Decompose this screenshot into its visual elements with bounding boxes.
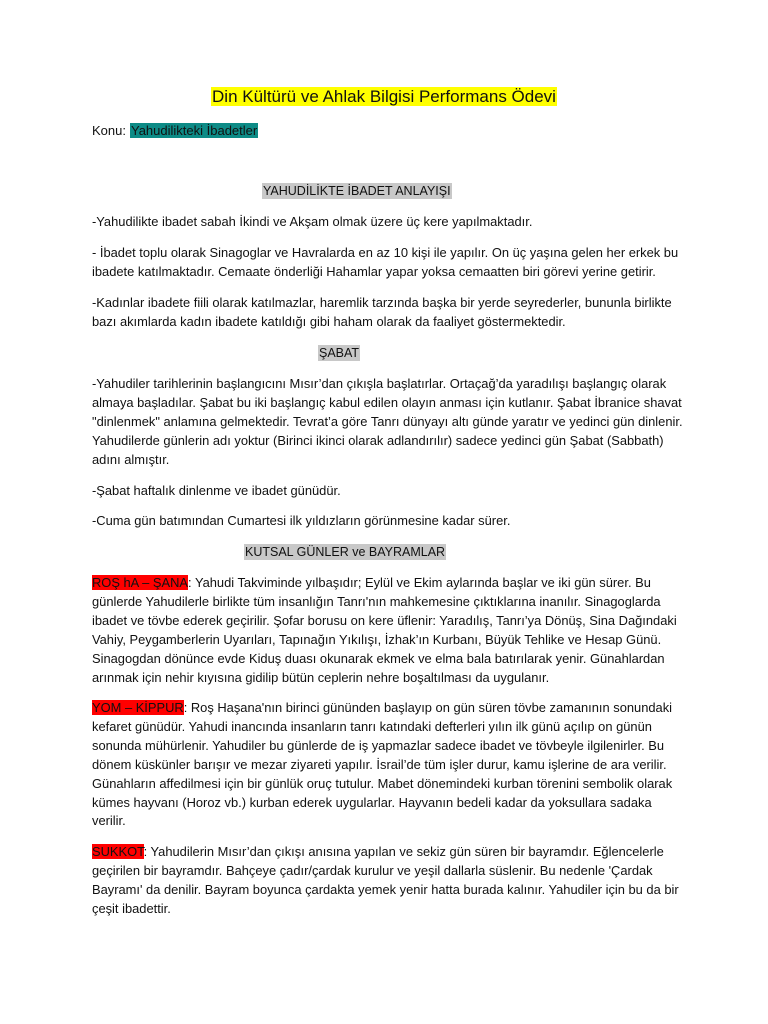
holiday-paragraph-sukkot [92,843,684,919]
holiday-text: : Yahudi Takviminde yılbaşıdır; Eylül ve Ekim aylarında başlar ve iki gün sürer. Bu günlerde Yahudilerle birlikte tüm insanlığın Tanrı'nın mahkemesine çıktıklarına inanılır. Sinagoglarda ibadet ve tövbe ederek geçirilir. Şofar borusu on kere üflenir: Yaradılış, Tanrı’ya Dönüş, Sina Dağındaki Vahiy, Peygamberlerin Uyarıları, Tapınağın Yıkılışı, İzhak’ın Kurbanı, Büyük Tehlike ve Hesap Günü. Sinagogdan dönünce evde Kiduş duası okunarak ekmek ve elma bala batırılarak yenir. Günahlardan arınmak için nehir kıyısına gidilip bütün ceplerin nehre boşaltılması da uygulanır. [92,575,677,685]
holiday-text: : Roş Haşana'nın birinci gününden başlayıp on gün süren tövbe zamanının sonundaki kefaret günüdür. Yahudi inancında insanların tanrı katındaki defterleri yılın ilk günü açılıp on günün sonunda mühürlenir. Yahudiler bu günlerde de iş yapmazlar sadece ibadet ve tövbeyle ilgilenirler. Bu dönem küskünler barışır ve mezar ziyareti yapılır. İsrail’de tüm işler durur, kamu işlerine de ara verilir. Günahların affedilmesi için bir günlük oruç tutulur. Mabet dönemindeki kurban törenini sembolik olarak kümes hayvanı (Horoz vb.) kurban ederek uygularlar. Hayvanın bedeli kadar da yoksullara sadaka verilir. [92,700,673,829]
paragraph: -Cuma gün batımından Cumartesi ilk yıldızların görünmesine kadar sürer. [92,513,511,528]
section-heading-ibadet: YAHUDİLİKTE İBADET ANLAYIŞI [263,184,451,198]
holiday-term: YOM – KİPPUR [92,700,184,715]
holiday-paragraph-yom-kippur [92,699,684,831]
section-heading-sabat: ŞABAT [319,346,360,360]
holiday-term: SUKKOT [92,844,144,859]
topic-label: Konu: [92,123,126,138]
holiday-text: : Yahudilerin Mısır’dan çıkışı anısına yapılan ve sekiz gün süren bir bayramdır. Eğlencelerle geçirilen bir bayramdır. Bahçeye çadır/çardak kurulur ve yeşil dallarla süslenir. Bu nedenle 'Çardak Bayramı' da denilir. Bayram boyunca çardakta yemek yenir hatta burada kalınır. Yahudiler için bu da bir çeşit ibadettir. [92,844,679,916]
topic-value: Yahudilikteki İbadetler [130,123,258,138]
paragraph: -Kadınlar ibadete fiili olarak katılmazlar, haremlik tarzında başka bir yerde seyrederler, bununla birlikte bazı akımlarda kadın ibadete katıldığı gibi haham olarak da faaliyet göstermektedir. [92,295,672,329]
page-title-text: Din Kültürü ve Ahlak Bilgisi Performans Ödevi [212,87,556,106]
paragraph: -Şabat haftalık dinlenme ve ibadet günüdür. [92,483,341,498]
section-heading-kutsal-gunler: KUTSAL GÜNLER ve BAYRAMLAR [245,545,446,559]
holiday-paragraph-rosh-hashana [92,574,684,687]
topic-line [92,122,258,139]
paragraph: -Yahudiler tarihlerinin başlangıcını Mısır’dan çıkışla başlatırlar. Ortaçağ’da yaradılışı başlangıç olarak almaya başladılar. Şabat bu iki başlangıç kabul edilen olayın anması için kutlanır. Şabat İbranice shavat "dinlenmek" anlamına gelmektedir. Tevrat’a göre Tanrı dünyayı altı günde yaratır ve yedinci gün dinlenir. Yahudilerde günlerin adı yoktur (Birinci ikinci olarak adlandırılır) sadece yedinci gün Şabat (Sabbath) adını almıştır. [92,376,683,467]
page-title [0,86,768,108]
paragraph: -Yahudilikte ibadet sabah İkindi ve Akşam olmak üzere üç kere yapılmaktadır. [92,214,533,229]
holiday-term: ROŞ hA – ŞANA [92,575,189,590]
paragraph: - İbadet toplu olarak Sinagoglar ve Havralarda en az 10 kişi ile yapılır. On üç yaşına gelen her erkek bu ibadete katılmaktadır. Cemaate önderliği Hahamlar yapar yoksa cemaatten biri görevi yerine getirir. [92,245,679,279]
